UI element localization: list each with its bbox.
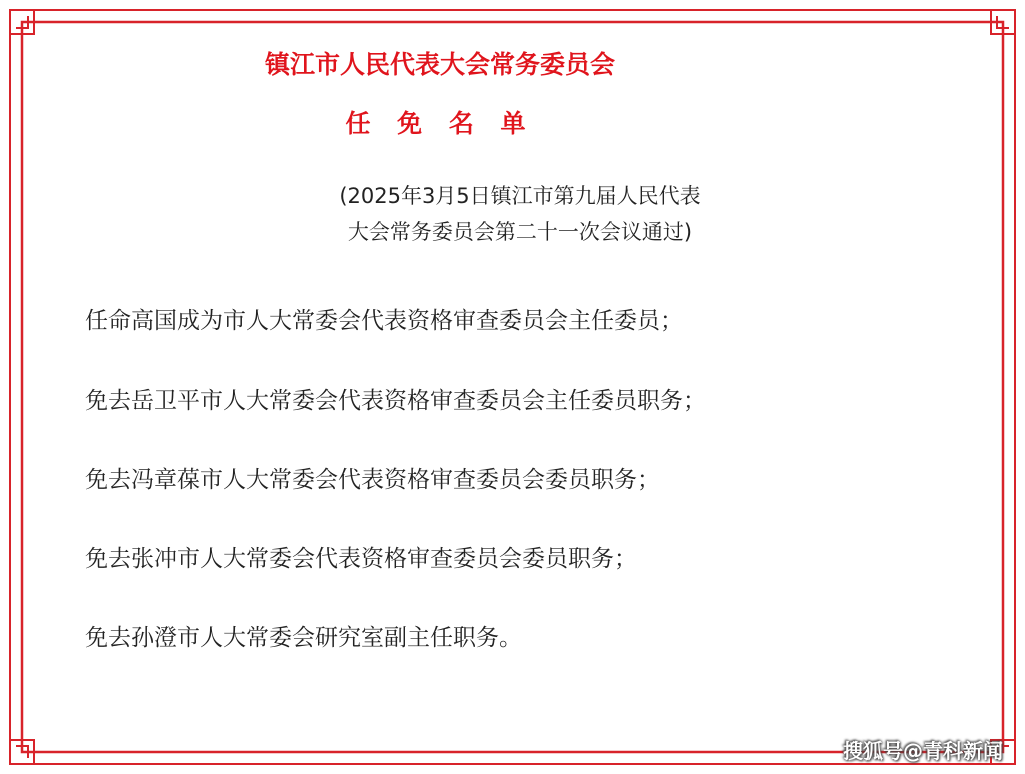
appointment-item: 任命高国成为市人大常委会代表资格审查委员会主任委员； (85, 308, 683, 334)
meeting-note-line-2: 大会常务委员会第二十一次会议通过) (347, 220, 693, 244)
meeting-note-line-1: (2025年3月5日镇江市第九届人民代表 (339, 184, 701, 208)
source-watermark: 搜狐号@青科新闻 (843, 739, 1003, 763)
dismissal-item: 免去冯章葆市人大常委会代表资格审查委员会委员职务； (85, 467, 660, 493)
list-title: 任 免 名 单 (345, 109, 535, 138)
dismissal-item: 免去岳卫平市人大常委会代表资格审查委员会主任委员职务； (85, 388, 706, 414)
dismissal-item: 免去张冲市人大常委会代表资格审查委员会委员职务； (85, 546, 637, 572)
dismissal-item: 免去孙澄市人大常委会研究室副主任职务。 (85, 625, 522, 651)
organization-title: 镇江市人民代表大会常务委员会 (264, 50, 615, 79)
